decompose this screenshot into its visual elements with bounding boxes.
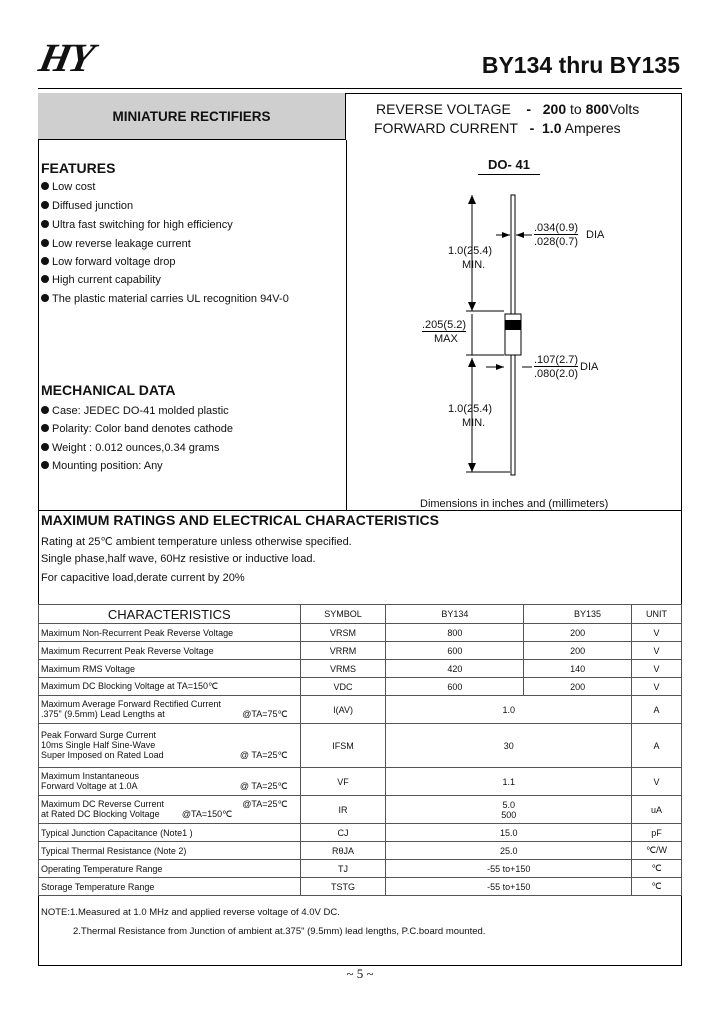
feature-item: Low cost bbox=[41, 181, 95, 193]
header-rule bbox=[38, 88, 682, 89]
table-row: Maximum DC Reverse Current @TA=25℃ at Rated DC Blocking Voltage @TA=150℃ IR 5.0 500 uA bbox=[39, 796, 682, 824]
ratings-note: Single phase,half wave, 60Hz resistive or inductive load. bbox=[41, 553, 316, 565]
lead-dia-min: .028(0.7) bbox=[534, 236, 579, 248]
cathode-band bbox=[505, 320, 521, 330]
package-name: DO- 41 bbox=[478, 157, 540, 175]
table-row: Maximum DC Blocking Voltage at TA=150℃ VDC 600 200 V bbox=[39, 678, 682, 696]
header-by134: BY134 bbox=[386, 605, 524, 624]
features-heading: FEATURES bbox=[41, 160, 116, 176]
mechanical-item: Case: JEDEC DO-41 molded plastic bbox=[41, 405, 229, 417]
table-header-row bbox=[39, 605, 682, 624]
ratings-note: Rating at 25℃ ambient temperature unless otherwise specified. bbox=[41, 536, 352, 548]
lead-length-bottom-min: MIN. bbox=[462, 417, 486, 429]
feature-item: Low reverse leakage current bbox=[41, 238, 191, 250]
table-row: Maximum RMS Voltage VRMS 420 140 V bbox=[39, 660, 682, 678]
feature-item: Ultra fast switching for high efficiency bbox=[41, 219, 233, 231]
body-length-max: MAX bbox=[434, 333, 458, 345]
section-rule bbox=[38, 510, 682, 511]
mechanical-item: Weight : 0.012 ounces,0.34 grams bbox=[41, 442, 219, 454]
characteristics-table bbox=[38, 604, 682, 896]
header-by135: BY135 bbox=[524, 605, 632, 624]
header-characteristics: CHARACTERISTICS bbox=[39, 605, 301, 624]
body-dia-min: .080(2.0) bbox=[534, 368, 579, 380]
page-number: ~ 5 ~ bbox=[346, 966, 374, 981]
table-row: Operating Temperature Range TJ -55 to+150 ℃ bbox=[39, 860, 682, 878]
forward-current-spec: FORWARD CURRENT - 1.0 Amperes bbox=[374, 120, 621, 136]
table-row: Typical Thermal Resistance (Note 2) RθJA 25.0 ℃/W bbox=[39, 842, 682, 860]
table-row: Peak Forward Surge Current 10ms Single Half Sine-Wave Super Imposed on Rated Load @ TA=25℃ IFSM 30 A bbox=[39, 724, 682, 768]
ratings-note: For capacitive load,derate current by 20% bbox=[41, 572, 245, 584]
body-dia-label: DIA bbox=[580, 361, 599, 373]
table-row: Storage Temperature Range TSTG -55 to+150 ℃ bbox=[39, 878, 682, 896]
header-unit: UNIT bbox=[632, 605, 682, 624]
mechanical-item: Mounting position: Any bbox=[41, 460, 163, 472]
part-number-title: BY134 thru BY135 bbox=[481, 52, 680, 78]
feature-item: High current capability bbox=[41, 274, 161, 286]
feature-item: The plastic material carries UL recognition 94V-0 bbox=[41, 293, 289, 305]
table-row: Maximum Average Forward Rectified Current .375" (9.5mm) Lead Lengths at @TA=75℃ I(AV) 1.0 A bbox=[39, 696, 682, 724]
table-row: Maximum Instantaneous Forward Voltage at 1.0A @ TA=25℃ VF 1.1 V bbox=[39, 768, 682, 796]
lead-length-bottom: 1.0(25.4) bbox=[448, 403, 493, 415]
note-1: NOTE:1.Measured at 1.0 MHz and applied reverse voltage of 4.0V DC. bbox=[41, 907, 340, 918]
lead-length-top: 1.0(25.4) bbox=[448, 245, 493, 257]
body-length: .205(5.2) bbox=[422, 319, 467, 331]
lead-bottom bbox=[511, 355, 515, 475]
do41-outline-diagram bbox=[346, 180, 682, 510]
product-category: MINIATURE RECTIFIERS bbox=[38, 93, 346, 140]
lead-dia-max: .034(0.9) bbox=[534, 222, 579, 234]
company-logo: HY bbox=[35, 35, 97, 80]
lead-length-top-min: MIN. bbox=[462, 259, 486, 271]
lead-dia-label: DIA bbox=[586, 229, 605, 241]
mechanical-heading: MECHANICAL DATA bbox=[41, 382, 176, 398]
feature-item: Low forward voltage drop bbox=[41, 256, 176, 268]
lead-top bbox=[511, 195, 515, 328]
table-row: Typical Junction Capacitance (Note1 ) CJ 15.0 pF bbox=[39, 824, 682, 842]
table-row: Maximum Non-Recurrent Peak Reverse Voltage VRSM 800 200 V bbox=[39, 624, 682, 642]
note-2: 2.Thermal Resistance from Junction of ambient at.375" (9.5mm) lead lengths, P.C.board mounted. bbox=[73, 926, 486, 937]
reverse-voltage-spec: REVERSE VOLTAGE - 200 to 800Volts bbox=[376, 101, 640, 117]
header-symbol: SYMBOL bbox=[300, 605, 386, 624]
feature-item: Diffused junction bbox=[41, 200, 133, 212]
table-row: Maximum Recurrent Peak Reverse Voltage VRRM 600 200 V bbox=[39, 642, 682, 660]
body-dia-max: .107(2.7) bbox=[534, 354, 579, 366]
mechanical-item: Polarity: Color band denotes cathode bbox=[41, 423, 233, 435]
ratings-heading: MAXIMUM RATINGS AND ELECTRICAL CHARACTERISTICS bbox=[41, 512, 439, 528]
dimension-caption: Dimensions in inches and (millimeters) bbox=[420, 498, 609, 510]
